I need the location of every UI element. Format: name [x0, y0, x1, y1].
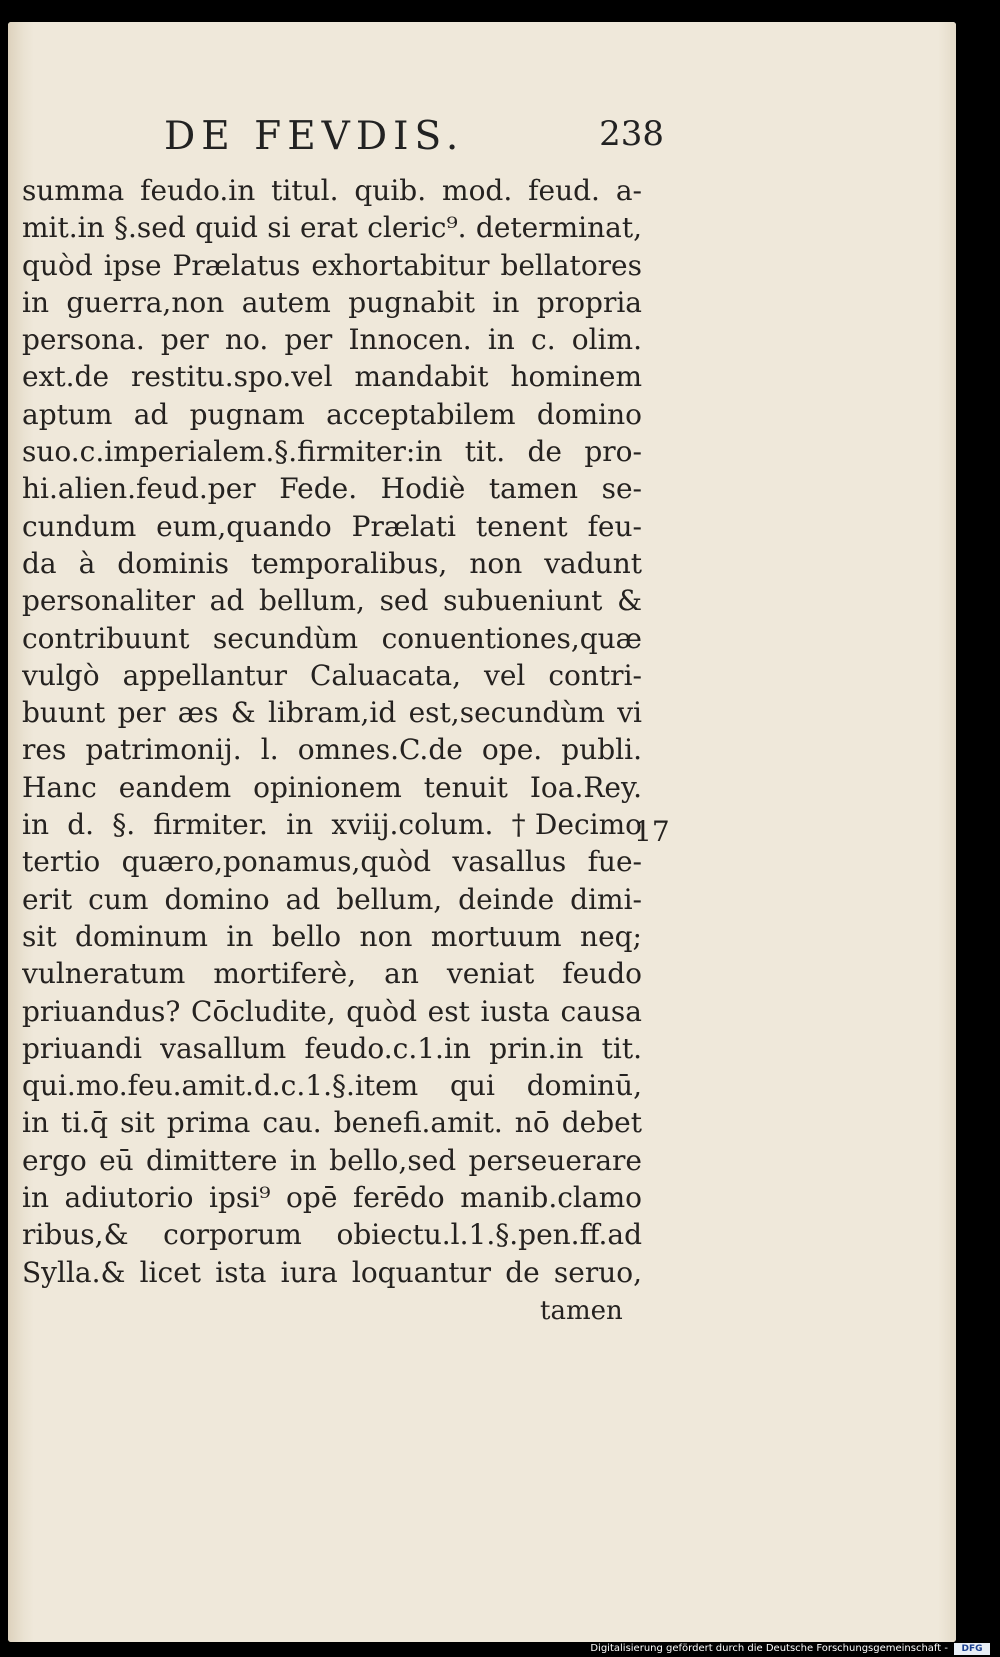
text-line: summa feudo.in titul. quib. mod. feud. a- [22, 174, 642, 207]
page-edge-shadow [938, 22, 956, 1642]
dfg-logo: DFG [954, 1643, 990, 1655]
body-text [22, 172, 642, 1291]
text-line: buunt per æs & libram,id est,secundùm vi [22, 696, 642, 730]
text-line: hi.alien.feud.per Fede. Hodiè tamen se- [22, 472, 642, 506]
text-line: mit.in §.sed quid si erat cleric⁹. determinat, [22, 211, 642, 245]
text-line: quòd ipse Prælatus exhortabitur bellatores [22, 248, 642, 282]
text-line: contribuunt secundùm conuentiones,quæ [22, 621, 642, 655]
page-header [164, 114, 664, 174]
text-line: vulgò appellantur Caluacata, vel contri- [22, 658, 642, 692]
text-line: tertio quæro,ponamus,quòd vasallus fue- [22, 845, 642, 879]
text-line: qui.mo.feu.amit.d.c.1.§.item qui dominū, [22, 1069, 642, 1103]
catchword: tamen [540, 1296, 623, 1326]
running-title: DE FEVDIS. [164, 114, 465, 159]
text-line: persona. per no. per Innocen. in c. olim. [22, 323, 642, 357]
text-line: in adiutorio ipsi⁹ opē ferēdo manib.clamo [22, 1181, 642, 1215]
margin-note: 17 [634, 815, 670, 848]
page-number: 238 [599, 114, 664, 154]
text-line: ext.de restitu.spo.vel mandabit hominem [22, 360, 642, 394]
text-line: cundum eum,quando Prælati tenent feu- [22, 509, 642, 543]
text-line: ribus,& corporum obiectu.l.1.§.pen.ff.ad [22, 1218, 642, 1252]
text-line: priuandi vasallum feudo.c.1.in prin.in tit. [22, 1031, 642, 1065]
text-line: aptum ad pugnam acceptabilem domino [22, 397, 642, 431]
text-line: res patrimonij. l. omnes.C.de ope. publi. [22, 733, 642, 767]
text-line: in guerra,non autem pugnabit in propria [22, 285, 642, 319]
text-line: vulneratum mortiferè, an veniat feudo [22, 957, 642, 991]
text-line: erit cum domino ad bellum, deinde dimi- [22, 882, 642, 916]
text-line: sit dominum in bello non mortuum neq; [22, 919, 642, 953]
text-line: Hanc eandem opinionem tenuit Ioa.Rey. [22, 770, 642, 804]
text-line: personaliter ad bellum, sed subueniunt & [22, 584, 642, 618]
text-line: priuandus? Cōcludite, quòd est iusta causa [22, 994, 642, 1028]
text-line: da à dominis temporalibus, non vadunt [22, 546, 642, 580]
text-line: in ti.q̄ sit prima cau. benefi.amit. nō debet [22, 1106, 642, 1140]
text-line: ergo eū dimittere in bello,sed perseuerare [22, 1143, 642, 1177]
text-line: suo.c.imperialem.§.firmiter:in tit. de pro- [22, 435, 642, 469]
text-line: in d. §. firmiter. in xviij.colum. †Decimo [22, 808, 642, 842]
text-line: Sylla.& licet ista iura loquantur de seruo, [22, 1255, 642, 1289]
funding-credit: Digitalisierung gefördert durch die Deutsche Forschungsgemeinschaft - [590, 1643, 948, 1654]
